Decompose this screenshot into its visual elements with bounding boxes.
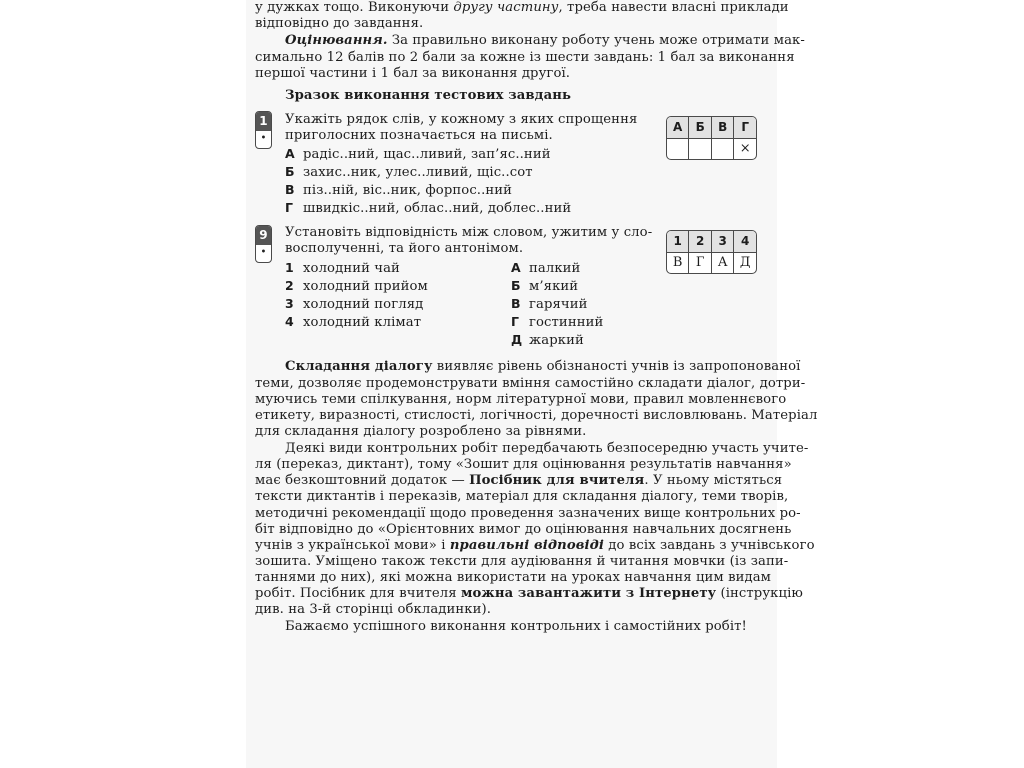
closing-line: Бажаємо успішного виконання контрольних і самостійних робіт! — [285, 619, 747, 634]
intro-line-1: у дужках тощо. Виконуючи другу частину, треба навести власні приклади — [255, 0, 789, 15]
task-9-grid-answer: Д — [734, 252, 756, 273]
intro-line-3: Оцінювання. За правильно виконану роботу учень може отримати мак- — [285, 33, 805, 48]
task-9-grid-answer: А — [711, 252, 734, 273]
task-9-number-badge: 9 • — [255, 225, 272, 263]
task-1-answer-grid — [666, 116, 757, 160]
task-1-number-badge: 1 • — [255, 111, 272, 149]
para2-line-6: біт відповідно до «Орієнтовних вимог до оцінювання навчальних досягнень — [255, 522, 792, 537]
task-1-question-line-1: Укажіть рядок слів, у кожному з яких спрощення — [285, 112, 638, 127]
task-1-grid-header: Б — [689, 117, 711, 138]
para2-line-10: робіт. Посібник для вчителя можна завантажити з Інтернету (інструкцію — [255, 586, 804, 601]
task-9-answer-grid — [666, 230, 757, 274]
para2-line-3: має безкоштовний додаток — Посібник для вчителя. У ньому містяться — [255, 473, 783, 488]
intro-line-2: відповідно до завдання. — [255, 16, 424, 31]
task-1-grid-header: В — [711, 117, 733, 138]
para2-line-2: ля (переказ, диктант), тому «Зошит для оцінювання результатів навчання» — [255, 457, 792, 472]
para1-line-3: муючись теми спілкування, норм літературної мови, правил мовленнєвого — [255, 392, 787, 407]
task-9-right-item-v: В гарячий — [511, 296, 588, 312]
task-1-option-b: Б захис..ник, улес..ливий, щіс..сот — [285, 164, 533, 180]
task-1-option-a: А радіс..ний, щас..ливий, зап’яс..ний — [285, 146, 551, 162]
para2-line-1: Деякі види контрольних робіт передбачають безпосередню участь учите- — [285, 441, 809, 456]
task-1-option-v: В піз..ній, віс..ник, форпос..ний — [285, 182, 513, 198]
task-9-right-item-h: Г гостинний — [511, 314, 604, 330]
intro-line-4: симально 12 балів по 2 бали за кожне із шести завдань: 1 бал за виконання — [255, 50, 795, 65]
para2-line-8: зошита. Уміщено також тексти для аудіювання й читання мовчки (із запи- — [255, 554, 789, 569]
task-9-grid-answer: В — [672, 255, 683, 271]
task-1-grid-cell — [711, 138, 733, 159]
intro-line-5: першої частини і 1 бал за виконання другої. — [255, 66, 571, 81]
task-9-grid-header: 2 — [689, 231, 711, 252]
para2-line-9: таннями до них), які можна використати на уроках навчання цим видам — [255, 570, 772, 585]
document-page — [246, 0, 818, 768]
para1-line-1: Складання діалогу виявляє рівень обізнаності учнів із запропонованої — [285, 359, 801, 374]
task-9-right-item-a: А палкий — [511, 260, 581, 276]
task-9-question-line-2: восполученні, та його антонімом. — [285, 241, 524, 256]
task-9-grid-header: 4 — [734, 231, 756, 252]
task-9-left-item-1: 1 холодний чай — [285, 260, 400, 276]
task-1-option-h: Г швидкіс..ний, облас..ний, доблес..ний — [285, 200, 572, 216]
task-9-right-item-d: Д жаркий — [511, 332, 584, 348]
task-9-left-item-4: 4 холодний клімат — [285, 314, 422, 330]
task-9-right-item-b: Б м’який — [511, 278, 579, 294]
para1-line-2: теми, дозволяє продемонструвати вміння самостійно складати діалог, дотри- — [255, 376, 806, 391]
task-1-grid-cell — [689, 138, 711, 159]
task-1-grid-cell — [667, 138, 689, 159]
task-9-grid-header: 3 — [711, 231, 734, 252]
para2-line-5: методичні рекомендації щодо проведення зазначених вище контрольних ро- — [255, 506, 801, 521]
task-9-left-item-3: 3 холодний погляд — [285, 296, 424, 312]
para2-line-11: див. на 3-й сторінці обкладинки). — [255, 602, 492, 617]
task-9-grid-header: 1 — [667, 231, 689, 252]
para1-line-5: для складання діалогу розроблено за рівнями. — [255, 424, 587, 439]
task-1-grid-header: А — [667, 117, 689, 138]
task-1-grid-cell: × — [734, 138, 756, 159]
para2-line-7: учнів з української мови» і правильні відповіді до всіх завдань з учнівського — [255, 538, 815, 553]
task-9-grid-answer: Г — [689, 252, 711, 273]
task-9-left-item-2: 2 холодний прийом — [285, 278, 428, 294]
task-1-grid-header: Г — [734, 117, 756, 138]
task-9-question-line-1: Установіть відповідність між словом, ужитим у сло- — [285, 225, 653, 240]
para1-line-4: етикету, виразності, стислості, логічності, доречності висловлювань. Матеріал — [255, 408, 818, 423]
para2-line-4: тексти диктантів і переказів, матеріал для складання діалогу, теми творів, — [255, 489, 789, 504]
sample-heading: Зразок виконання тестових завдань — [285, 88, 572, 103]
task-1-question-line-2: приголосних позначається на письмі. — [285, 128, 553, 143]
